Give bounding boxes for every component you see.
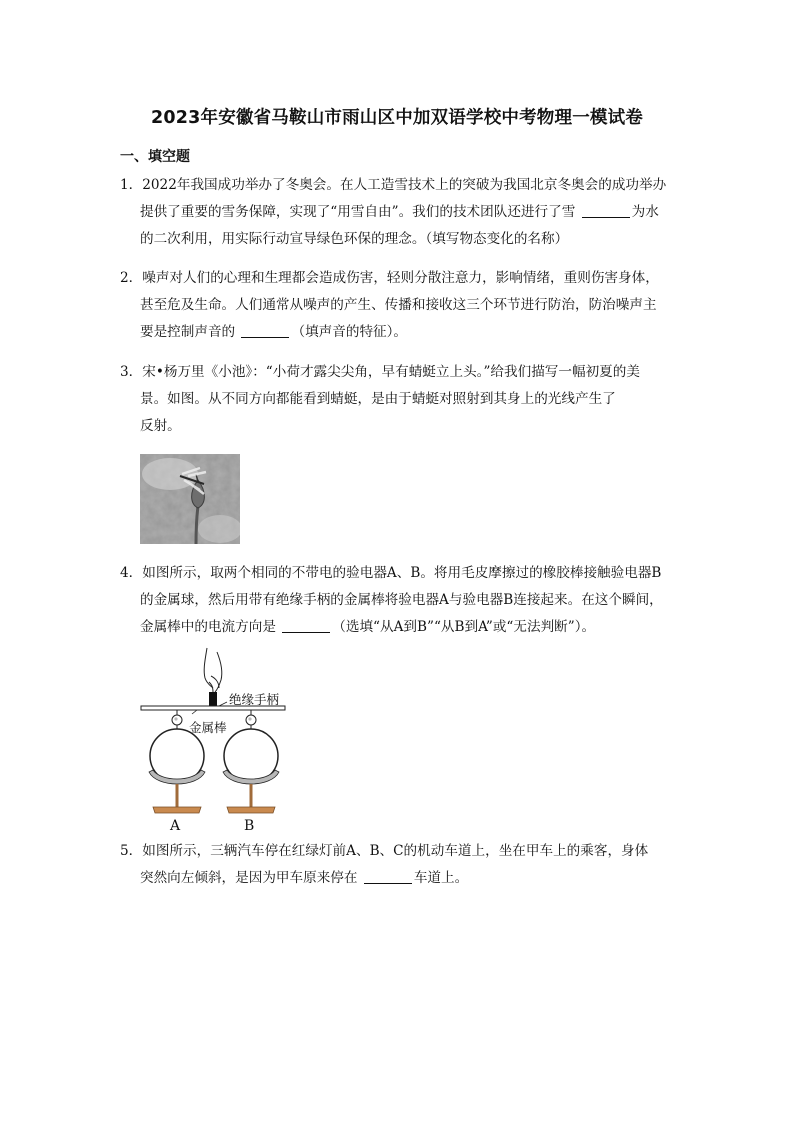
- question-5: [120, 838, 680, 892]
- electroscope-b: [223, 710, 279, 813]
- question-text: 甚至危及生命。人们通常从噪声的产生、传播和接收这三个环节进行防治，防治噪声主: [140, 297, 657, 313]
- question-1: [120, 172, 680, 253]
- label-b: B: [244, 818, 255, 834]
- label-metal-rod: 金属棒: [189, 720, 227, 735]
- question-text: 车道上。: [413, 870, 469, 886]
- question-3: [120, 359, 680, 440]
- hand-illustration: [204, 648, 222, 692]
- question-text: 如图所示，三辆汽车停在红绿灯前A、B、C的机动车道上，坐在甲车上的乘客，身体: [142, 843, 649, 859]
- question-text: 的金属球，然后用带有绝缘手柄的金属棒将验电器A与验电器B连接起来。在这个瞬间，: [140, 592, 663, 608]
- question-number: 2．: [120, 270, 143, 286]
- question-text: 如图所示，取两个相同的不带电的验电器A、B。将用毛皮摩擦过的橡胶棒接触验电器B: [142, 565, 662, 581]
- label-a: A: [170, 818, 181, 834]
- question-text: 2022年我国成功举办了冬奥会。在人工造雪技术上的突破为我国北京冬奥会的成功举办: [142, 177, 667, 193]
- question-text: （选填“从A到B”“从B到A”或“无法判断”）。: [332, 619, 596, 635]
- question-text: 景。如图。从不同方向都能看到蜻蜓，是由于蜻蜓对照射到其身上的光线产生了: [140, 391, 616, 407]
- question-text: 反射。: [140, 418, 181, 434]
- question-text: 提供了重要的雪务保障，实现了“用雪自由”。我们的技术团队还进行了雪: [140, 204, 580, 220]
- answer-blank[interactable]: [282, 617, 330, 633]
- question-text: 为水: [631, 204, 659, 220]
- question-text: （填声音的特征）。: [291, 324, 408, 340]
- answer-blank[interactable]: [241, 322, 289, 338]
- section-heading: 一、填空题: [120, 149, 190, 165]
- label-insulating-handle: 绝缘手柄: [229, 692, 280, 707]
- question-4: [120, 560, 680, 641]
- question-number: 1．: [120, 177, 143, 193]
- question-text: 要是控制声音的: [140, 324, 240, 340]
- question-number: 4．: [120, 565, 143, 581]
- dragonfly-lotus-photo: [140, 454, 240, 544]
- question-text: 突然向左倾斜，是因为甲车原来停在: [140, 870, 362, 886]
- question-number: 3．: [120, 364, 143, 380]
- question-text: 噪声对人们的心理和生理都会造成伤害，轻则分散注意力，影响情绪，重则伤害身体，: [142, 270, 659, 286]
- document-title: 2023年安徽省马鞍山市雨山区中加双语学校中考物理一模试卷: [150, 108, 643, 128]
- answer-blank[interactable]: [364, 868, 412, 884]
- question-2: [120, 265, 680, 346]
- insulating-handle: [209, 692, 217, 706]
- question-text: 的二次利用，用实际行动宣导绿色环保的理念。（填写物态变化的名称）: [140, 231, 569, 247]
- question-number: 5．: [120, 843, 143, 859]
- question-text: 宋•杨万里《小池》：“小荷才露尖尖角，早有蜻蜓立上头。”给我们描写一幅初夏的美: [142, 364, 640, 380]
- question-text: 金属棒中的电流方向是: [140, 619, 281, 635]
- electroscope-diagram: [135, 646, 295, 836]
- answer-blank[interactable]: [582, 202, 630, 218]
